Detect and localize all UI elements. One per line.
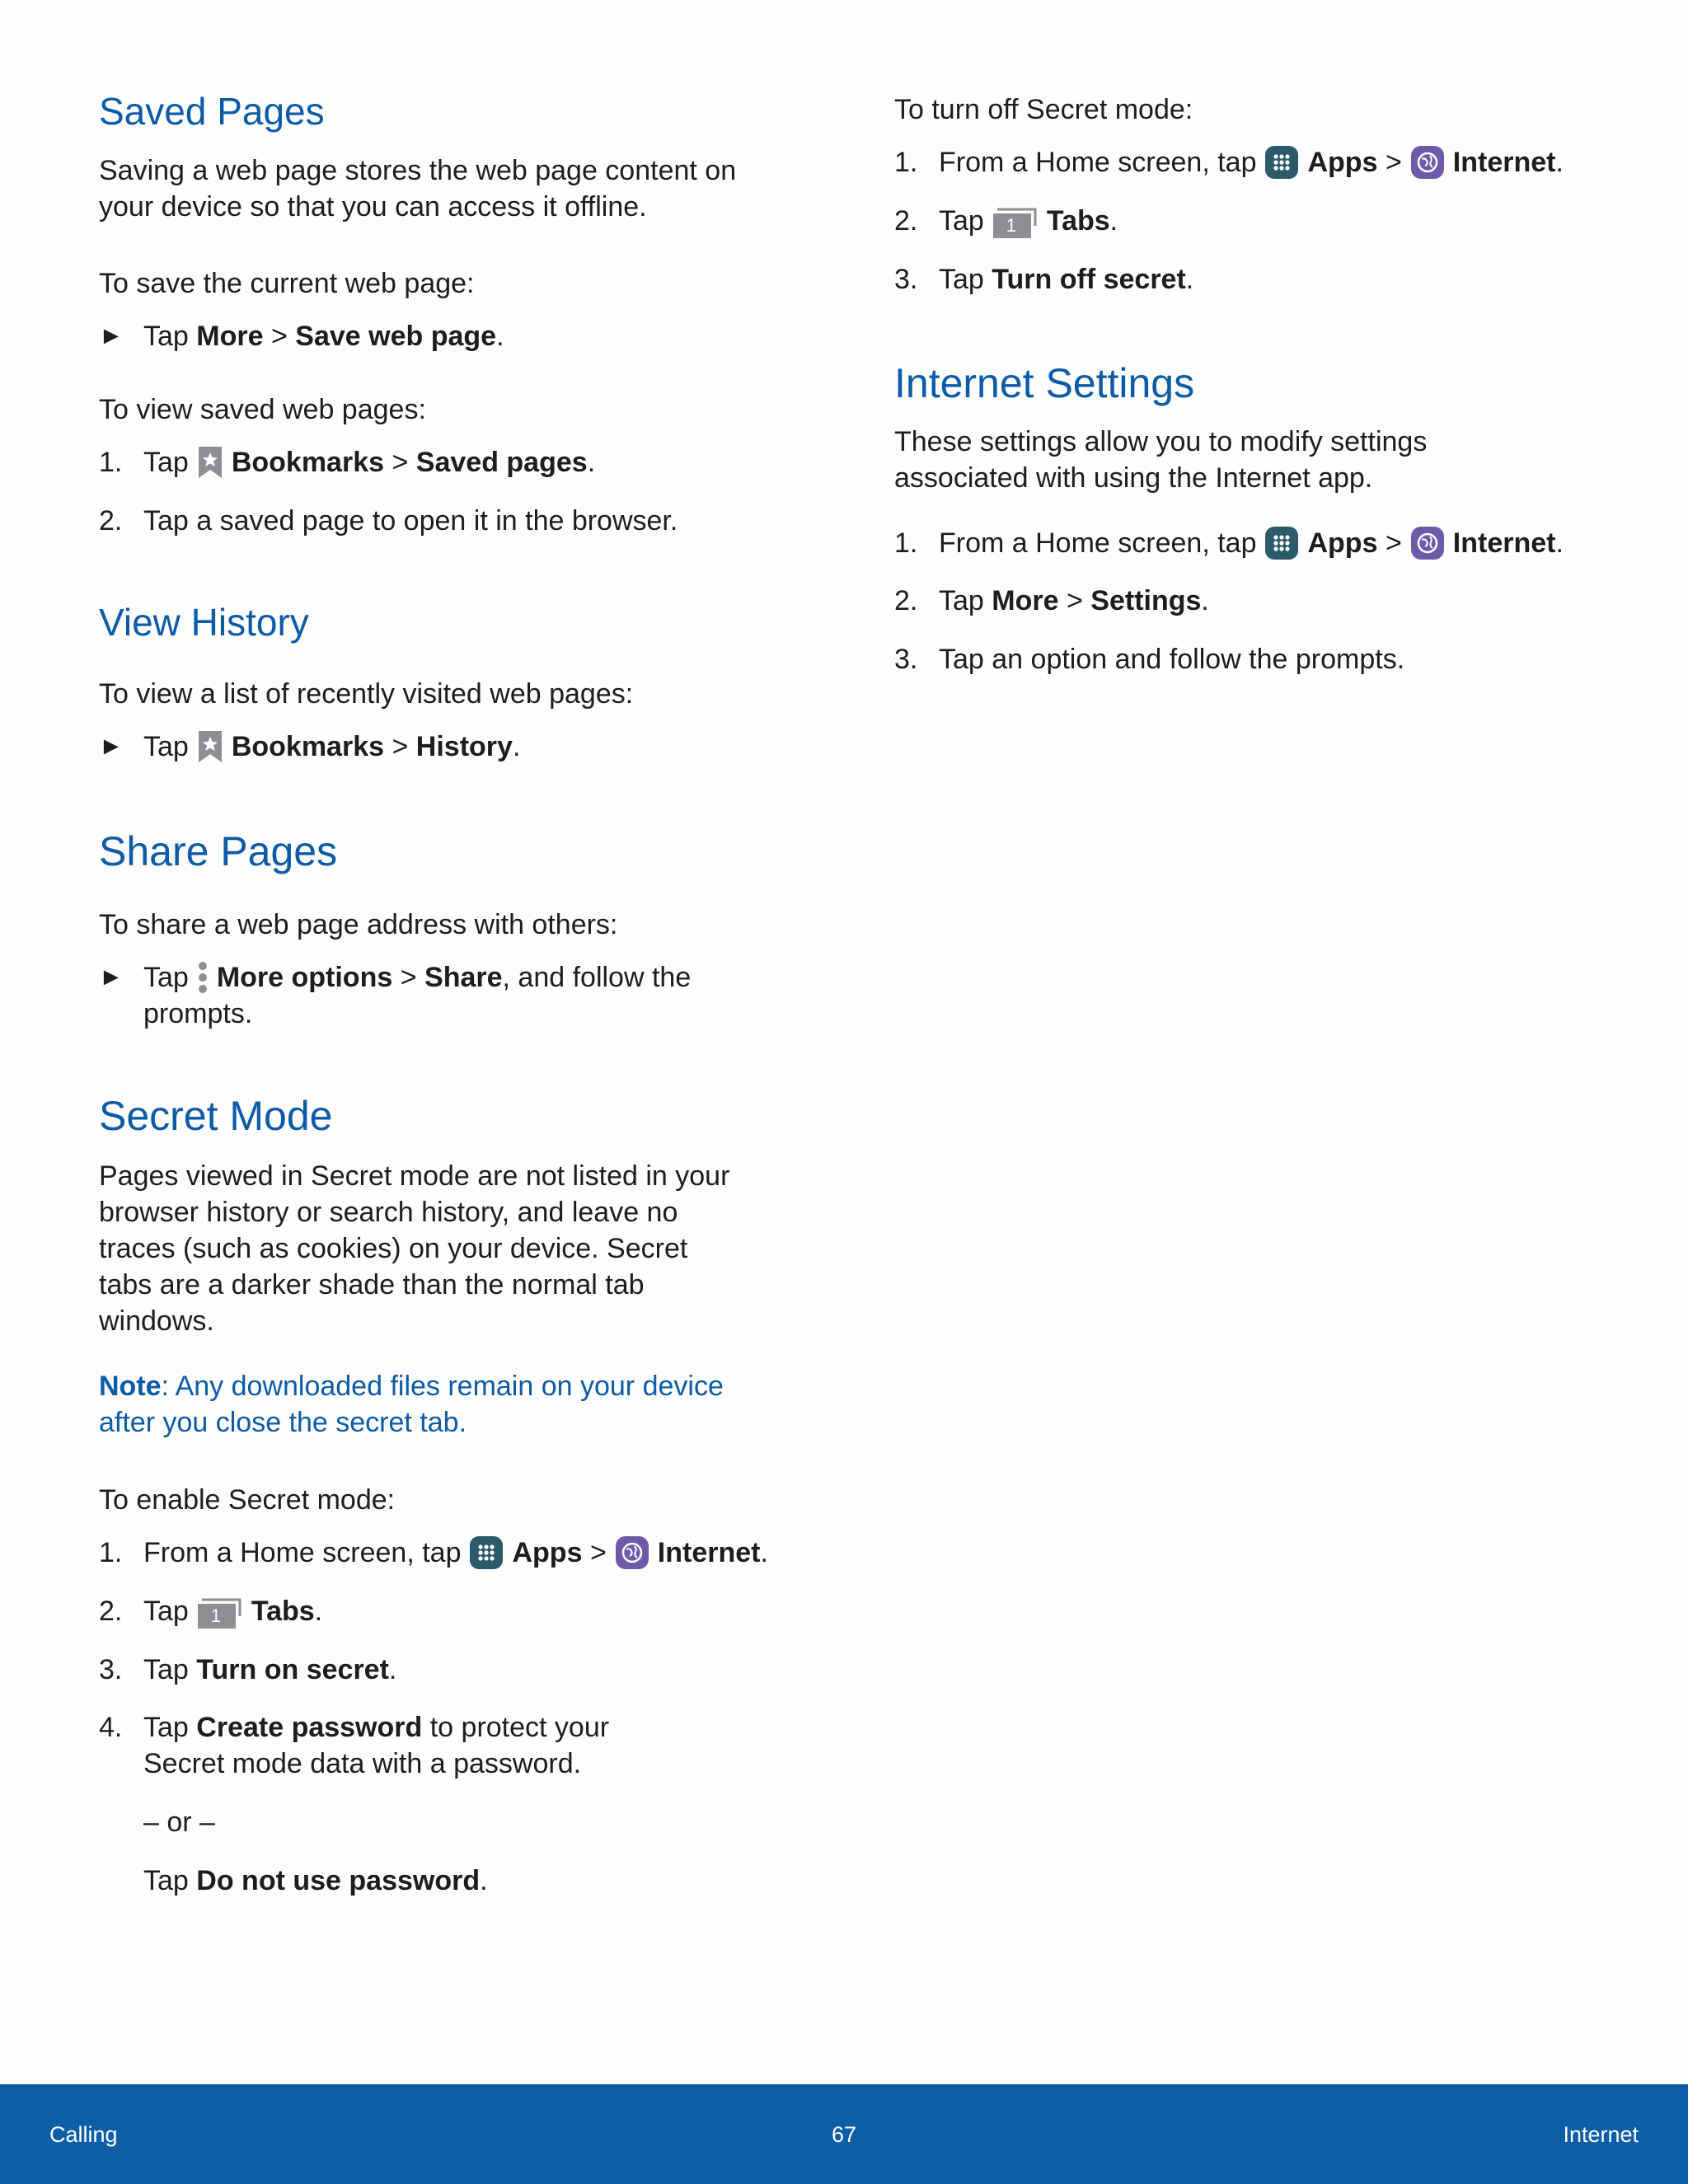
- enable-step-2: 2. Tap 1 Tabs .: [99, 1593, 322, 1629]
- enable-step-4-line2: Secret mode data with a password.: [143, 1748, 582, 1779]
- apps-icon: [1264, 145, 1299, 180]
- do-not-use-password-label: Do not use password: [196, 1865, 481, 1896]
- tabs-icon: 1: [992, 203, 1039, 239]
- secret-mode-heading: Secret Mode: [99, 1093, 333, 1139]
- more-label: More: [196, 321, 264, 352]
- enable-step-4: 4. Tap Create password to protect your: [99, 1709, 609, 1746]
- enable-lead: To enable Secret mode:: [99, 1484, 396, 1516]
- history-label: History: [415, 731, 513, 762]
- settings-step-2: 2. Tap More > Settings .: [894, 583, 1209, 619]
- view-saved-lead: To view saved web pages:: [99, 394, 426, 425]
- saved-pages-intro-line2: your device so that you can access it offline.: [99, 191, 647, 223]
- footer-section-right: Internet: [1563, 2122, 1639, 2147]
- tabs-icon: 1: [197, 1593, 243, 1629]
- share-step: ► Tap More options > Share , and follow the: [99, 959, 691, 996]
- tabs-label: Tabs: [251, 1596, 315, 1627]
- saved-pages-intro-line1: Saving a web page stores the web page content on: [99, 155, 737, 186]
- view-saved-step-2: 2. Tap a saved page to open it in the browser.: [99, 505, 678, 537]
- turn-off-lead: To turn off Secret mode:: [894, 94, 1193, 125]
- secret-body-line5: windows.: [99, 1305, 214, 1337]
- bullet-arrow-icon: ►: [99, 733, 124, 760]
- view-history-lead: To view a list of recently visited web pages:: [99, 678, 634, 710]
- apps-icon: [1264, 526, 1299, 560]
- secret-body-line2: browser history or search history, and leave no: [99, 1197, 678, 1228]
- internet-icon: [615, 1535, 649, 1570]
- internet-icon: [1410, 145, 1445, 180]
- share-lead: To share a web page address with others:: [99, 909, 618, 940]
- more-options-label: More options: [216, 962, 393, 993]
- bookmarks-label: Bookmarks: [231, 447, 385, 478]
- create-password-label: Create password: [196, 1712, 423, 1743]
- note-line1: Note: Any downloaded files remain on your device: [99, 1371, 724, 1402]
- apps-label: Apps: [1307, 147, 1378, 178]
- more-options-icon: [197, 961, 209, 994]
- save-lead: To save the current web page:: [99, 268, 475, 299]
- internet-icon: [1410, 526, 1445, 560]
- share-label: Share: [424, 962, 503, 993]
- note-label: Note: [99, 1371, 162, 1402]
- save-web-page-label: Save web page: [295, 321, 497, 352]
- secret-body-line4: tabs are a darker shade than the normal tab: [99, 1269, 645, 1301]
- turn-off-step-1: 1. From a Home screen, tap Apps > Internet .: [894, 144, 1564, 180]
- internet-settings-intro-line1: These settings allow you to modify settings: [894, 426, 1428, 457]
- bullet-arrow-icon: ►: [99, 963, 124, 991]
- or-separator: – or –: [143, 1807, 215, 1838]
- saved-pages-heading: Saved Pages: [99, 90, 325, 133]
- bullet-arrow-icon: ►: [99, 322, 124, 349]
- enable-step-1: 1. From a Home screen, tap Apps > Internet .: [99, 1535, 768, 1571]
- settings-label: Settings: [1090, 585, 1202, 616]
- enable-step-4-alt: Tap Do not use password .: [99, 1863, 488, 1899]
- note-line2: after you close the secret tab.: [99, 1407, 467, 1438]
- apps-label: Apps: [512, 1537, 583, 1568]
- share-pages-heading: Share Pages: [99, 828, 338, 874]
- saved-pages-label: Saved pages: [415, 447, 588, 478]
- apps-icon: [469, 1535, 504, 1570]
- turn-off-step-2: 2. Tap 1 Tabs .: [894, 203, 1118, 239]
- internet-label: Internet: [657, 1537, 761, 1568]
- page-footer: [0, 2084, 1688, 2184]
- bookmark-icon: [197, 445, 223, 480]
- footer-section-left: Calling: [49, 2122, 118, 2147]
- view-saved-step-1: 1. Tap Bookmarks > Saved pages .: [99, 444, 595, 480]
- apps-label: Apps: [1307, 527, 1378, 559]
- view-history-step: ► Tap Bookmarks > History .: [99, 729, 520, 765]
- enable-step-3: 3. Tap Turn on secret .: [99, 1652, 396, 1688]
- tabs-label: Tabs: [1046, 205, 1110, 237]
- save-step: ► Tap More > Save web page .: [99, 318, 504, 354]
- more-label: More: [992, 585, 1059, 616]
- internet-settings-intro-line2: associated with using the Internet app.: [894, 462, 1373, 494]
- settings-step-3: 3. Tap an option and follow the prompts.: [894, 644, 1405, 675]
- secret-body-line1: Pages viewed in Secret mode are not listed in your: [99, 1160, 730, 1192]
- bookmarks-label: Bookmarks: [231, 731, 385, 762]
- bookmark-icon: [197, 729, 223, 764]
- internet-label: Internet: [1452, 147, 1556, 178]
- turn-off-secret-label: Turn off secret: [992, 264, 1186, 295]
- internet-settings-heading: Internet Settings: [894, 360, 1195, 406]
- share-step-line2: prompts.: [143, 998, 253, 1029]
- turn-on-secret-label: Turn on secret: [196, 1654, 389, 1685]
- page-number: 67: [831, 2122, 857, 2147]
- turn-off-step-3: 3. Tap Turn off secret .: [894, 261, 1193, 298]
- view-history-heading: View History: [99, 601, 309, 644]
- internet-label: Internet: [1452, 527, 1556, 559]
- settings-step-1: 1. From a Home screen, tap Apps > Internet .: [894, 525, 1564, 561]
- secret-body-line3: traces (such as cookies) on your device. Secret: [99, 1233, 688, 1264]
